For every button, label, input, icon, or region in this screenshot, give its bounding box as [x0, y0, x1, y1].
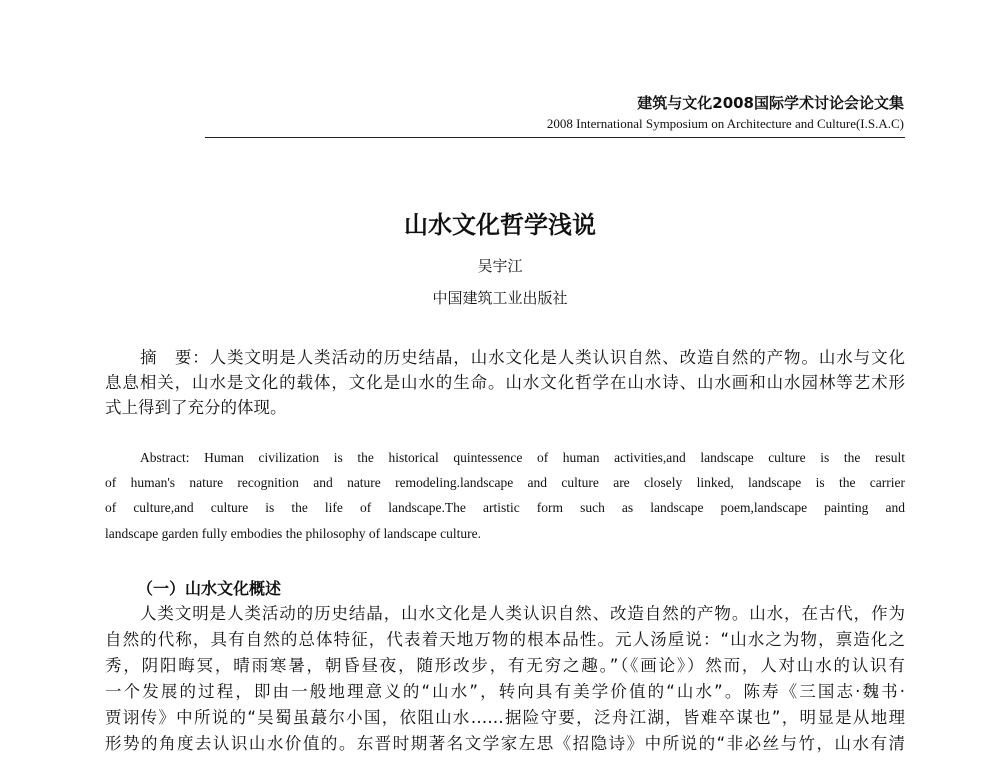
body-line: 一个发展的过程，即由一般地理意义的“山水”，转向具有美学价值的“山水”。陈寿《三国志·魏书·: [105, 682, 905, 701]
body-line: 贾诩传》中所说的“吴蜀虽蕞尔小国，依阻山水……据险守要，泛舟江湖，皆难卒谋也”，明显是从地理: [105, 708, 905, 727]
abstract-cn-line: 摘 要：人类文明是人类活动的历史结晶，山水文化是人类认识自然、改造自然的产物。山水与文化: [140, 348, 905, 367]
affiliation: 中国建筑工业出版社: [432, 289, 568, 307]
abstract-cn-line: 式上得到了充分的体现。: [105, 398, 287, 417]
proceedings-title-en: 2008 International Symposium on Architecture and Culture(I.S.A.C): [546, 116, 904, 131]
header-divider: [205, 137, 905, 138]
abstract-en-line: of human's nature recognition and nature remodeling.landscape and culture are closely linked, landscape is the carrier: [105, 475, 905, 490]
author: 吴宇江: [477, 257, 523, 275]
body-line: 自然的代称，具有自然的总体特征，代表着天地万物的根本品性。元人汤垕说：“山水之为物，禀造化之: [105, 630, 905, 649]
section-heading: （一）山水文化概述: [137, 579, 282, 598]
abstract-en-line: of culture,and culture is the life of landscape.The artistic form such as landscape poem,landscape painting and: [105, 500, 905, 515]
proceedings-title-cn: 建筑与文化2008国际学术讨论会论文集: [637, 94, 904, 112]
body-line: 形势的角度去认识山水价值的。东晋时期著名文学家左思《招隐诗》中所说的“非必丝与竹，山水有清: [105, 734, 905, 753]
body-line: 秀，阴阳晦冥，晴雨寒暑，朝昏昼夜，随形改步，有无穷之趣。”（《画论》）然而，人对山水的认识有: [105, 656, 905, 675]
abstract-en-line: landscape garden fully embodies the philosophy of landscape culture.: [105, 526, 482, 541]
body-line: 人类文明是人类活动的历史结晶，山水文化是人类认识自然、改造自然的产物。山水，在古代，作为: [140, 604, 905, 623]
article-title: 山水文化哲学浅说: [404, 211, 596, 239]
abstract-en-line: Abstract: Human civilization is the historical quintessence of human activities,and landscape culture is the result: [140, 450, 905, 465]
abstract-cn-line: 息息相关，山水是文化的载体，文化是山水的生命。山水文化哲学在山水诗、山水画和山水园林等艺术形: [105, 373, 905, 392]
